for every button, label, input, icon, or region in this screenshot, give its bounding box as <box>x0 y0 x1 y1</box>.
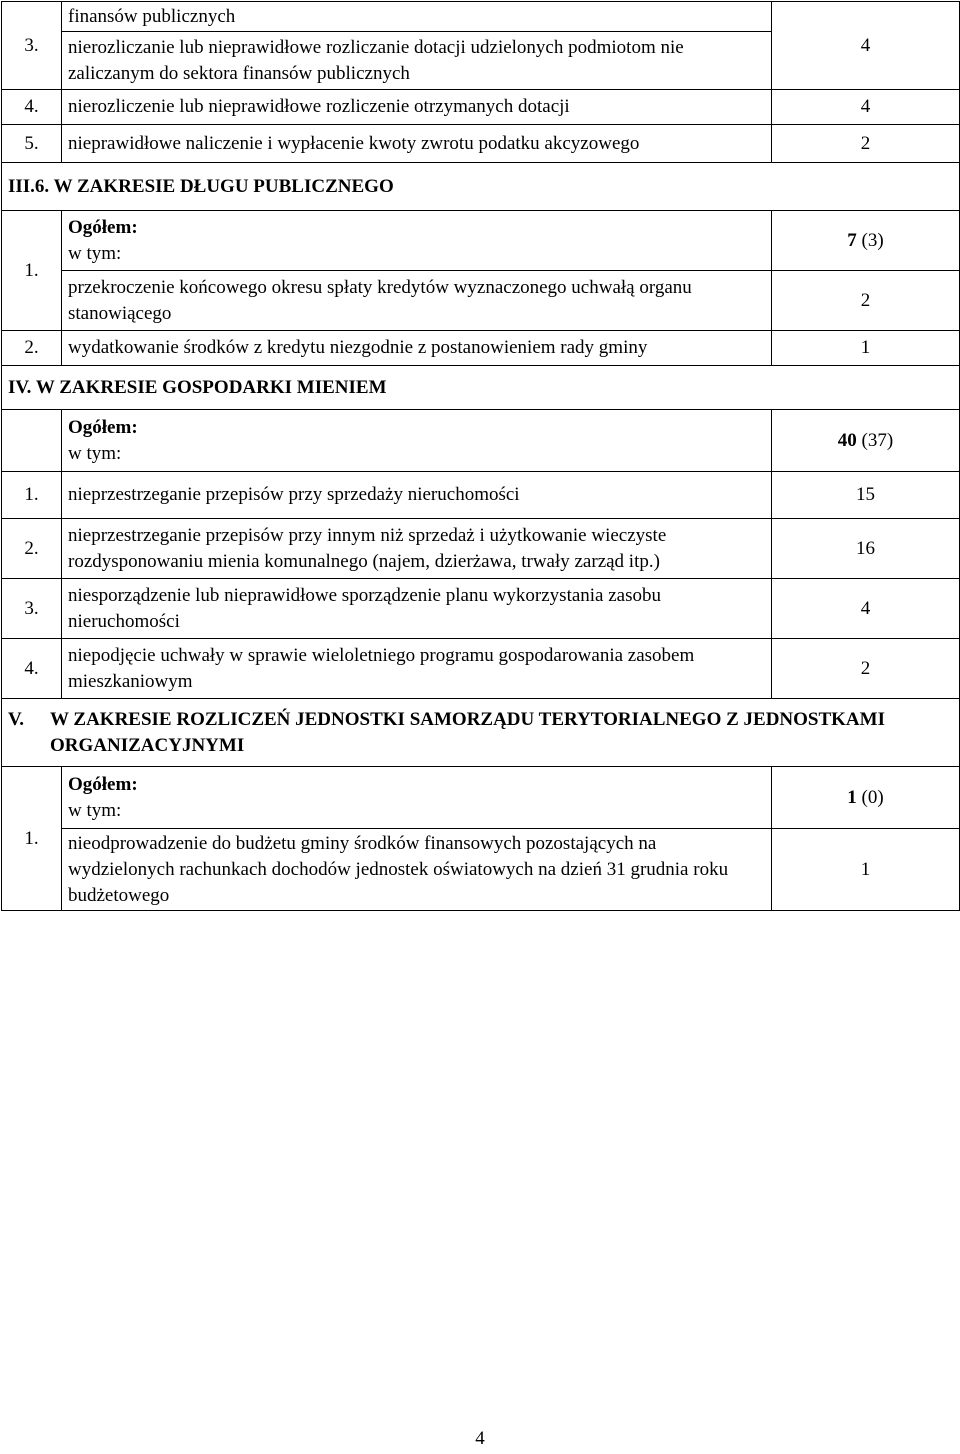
section-heading: IV. W ZAKRESIE GOSPODARKI MIENIEM <box>2 366 960 410</box>
total-count: 7 <box>847 229 857 251</box>
table-row <box>2 472 960 519</box>
table-row <box>2 767 960 829</box>
row-number: 5. <box>2 125 62 163</box>
table-row <box>2 829 960 911</box>
table-row <box>2 125 960 163</box>
table-row <box>2 211 960 271</box>
row-number: 1. <box>2 767 62 911</box>
row-value: 16 <box>772 519 960 579</box>
row-number: 2. <box>2 331 62 366</box>
total-cell <box>62 767 772 829</box>
row-value: 2 <box>772 271 960 331</box>
row-number: 1. <box>2 211 62 331</box>
row-value: 2 <box>772 639 960 699</box>
row-value: 15 <box>772 472 960 519</box>
row-text: nieprawidłowe naliczenie i wypłacenie kwoty zwrotu podatku akcyzowego <box>62 125 772 163</box>
section-heading-row <box>2 699 960 767</box>
in-which-label: w tym: <box>68 242 122 264</box>
total-count-paren: (37) <box>856 429 894 451</box>
total-count: 1 <box>847 786 857 808</box>
row-text: wydatkowanie środków z kredytu niezgodnie z postanowieniem rady gminy <box>62 331 772 366</box>
total-count: 40 <box>837 429 857 451</box>
table-row <box>2 519 960 579</box>
table-row <box>2 90 960 125</box>
row-value: 4 <box>772 2 960 90</box>
row-value: 4 <box>772 579 960 639</box>
row-text: niepodjęcie uchwały w sprawie wieloletniego programu gospodarowania zasobem mieszkaniowym <box>62 639 772 699</box>
row-value: 2 <box>772 125 960 163</box>
section-heading: III.6. W ZAKRESIE DŁUGU PUBLICZNEGO <box>2 163 960 211</box>
table-row <box>2 410 960 472</box>
row-number: 4. <box>2 639 62 699</box>
row-number: 3. <box>2 579 62 639</box>
total-label: Ogółem: <box>68 773 138 795</box>
row-value: 4 <box>772 90 960 125</box>
section-heading <box>2 699 960 767</box>
total-cell <box>62 410 772 472</box>
row-text: przekroczenie końcowego okresu spłaty kredytów wyznaczonego uchwałą organu stanowiącego <box>62 271 772 331</box>
row-number: 4. <box>2 90 62 125</box>
row-text: nieprzestrzeganie przepisów przy sprzedaży nieruchomości <box>62 472 772 519</box>
row-number: 2. <box>2 519 62 579</box>
row-text: nierozliczenie lub nieprawidłowe rozliczenie otrzymanych dotacji <box>62 90 772 125</box>
row-text-continued: finansów publicznych <box>62 2 772 32</box>
section-heading-row <box>2 366 960 410</box>
total-value <box>772 211 960 271</box>
row-number: 1. <box>2 472 62 519</box>
row-value: 1 <box>772 829 960 911</box>
section-heading-prefix: V. <box>8 708 25 730</box>
section-heading-row <box>2 163 960 211</box>
table-row <box>2 271 960 331</box>
row-value: 1 <box>772 331 960 366</box>
in-which-label: w tym: <box>68 799 122 821</box>
table-row <box>2 331 960 366</box>
in-which-label: w tym: <box>68 442 122 464</box>
total-cell <box>62 211 772 271</box>
row-text: nieprzestrzeganie przepisów przy innym niż sprzedaż i użytkowanie wieczyste rozdysponowaniu mienia komunalnego (najem, dzierżawa, trwały zarząd itp.) <box>62 519 772 579</box>
findings-table <box>1 1 960 911</box>
total-label: Ogółem: <box>68 416 138 438</box>
total-value <box>772 767 960 829</box>
row-number: 3. <box>2 2 62 90</box>
table-row <box>2 579 960 639</box>
total-label: Ogółem: <box>68 216 138 238</box>
total-value <box>772 410 960 472</box>
row-text: nierozliczanie lub nieprawidłowe rozliczanie dotacji udzielonych podmiotom nie zaliczanym do sektora finansów publicznych <box>62 32 772 90</box>
page-number: 4 <box>475 1428 485 1449</box>
total-count-paren: (3) <box>856 229 884 251</box>
table-row <box>2 639 960 699</box>
section-heading-text: W ZAKRESIE ROZLICZEŃ JEDNOSTKI SAMORZĄDU TERYTORIALNEGO Z JEDNOSTKAMI ORGANIZACYJNYMI <box>50 708 885 756</box>
table-row <box>2 2 960 32</box>
row-text: nieodprowadzenie do budżetu gminy środków finansowych pozostających na wydzielonych rachunkach dochodów jednostek oświatowych na dzień 31 grudnia roku budżetowego <box>62 829 772 911</box>
total-count-paren: (0) <box>856 786 884 808</box>
row-text: niesporządzenie lub nieprawidłowe sporządzenie planu wykorzystania zasobu nieruchomości <box>62 579 772 639</box>
